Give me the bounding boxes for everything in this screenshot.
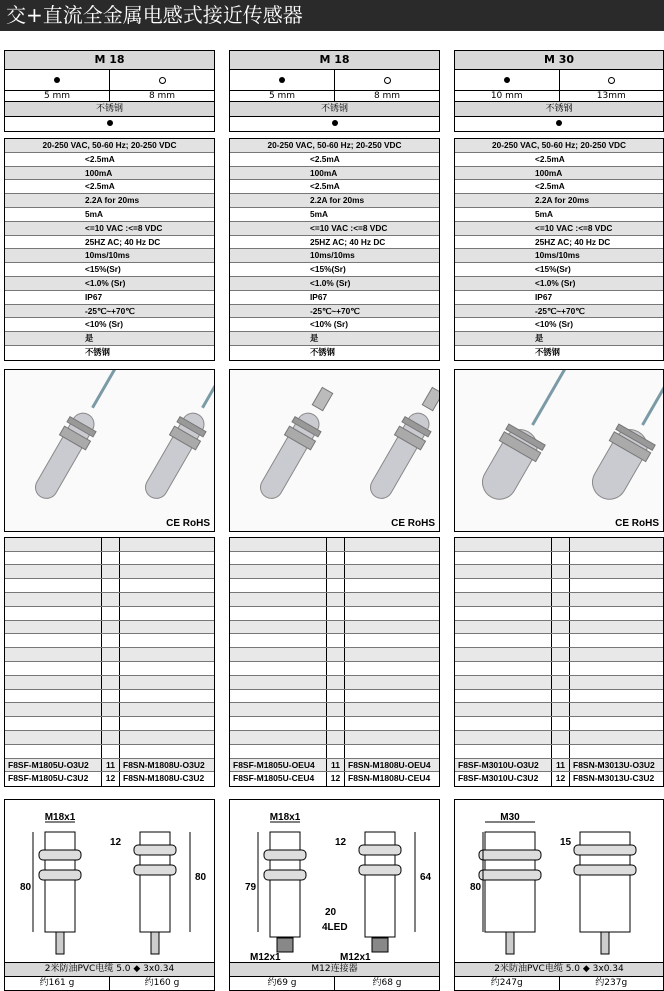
weight-flush: 约69 g <box>230 977 334 990</box>
dim-nose: 12 <box>335 837 347 848</box>
row-index: 11 <box>552 759 570 772</box>
spec-row: 25HZ AC; 40 Hz DC <box>230 236 439 250</box>
spec-row: <=10 VAC :<=8 VDC <box>5 222 214 236</box>
table-row <box>455 634 663 648</box>
spec-row: <15%(Sr) <box>5 263 214 277</box>
spec-row: IP67 <box>5 291 214 305</box>
spec-row: 不锈钢 <box>5 346 214 360</box>
spec-row: 是 <box>455 332 663 346</box>
table-row <box>230 690 439 704</box>
weight-nonflush: 约68 g <box>334 977 439 990</box>
row-index: 11 <box>327 759 345 772</box>
distance-nonflush: 13mm <box>559 91 664 101</box>
table-row <box>5 676 214 690</box>
page-title: 交+直流全金属电感式接近传感器 <box>0 0 664 31</box>
table-row <box>455 690 663 704</box>
spec-row: <10% (Sr) <box>5 318 214 332</box>
spec-table <box>4 138 215 361</box>
table-row <box>455 759 663 773</box>
spec-row: <10% (Sr) <box>230 318 439 332</box>
spec-row: 2.2A for 20ms <box>455 194 663 208</box>
table-row <box>230 565 439 579</box>
spec-row: <1.0% (Sr) <box>455 277 663 291</box>
spec-row: 25HZ AC; 40 Hz DC <box>5 236 214 250</box>
model-flush: F8SF-M3010U-O3U2 <box>455 759 552 772</box>
table-row <box>5 703 214 717</box>
weight-nonflush: 约237g <box>559 977 664 990</box>
spec-row: 2.2A for 20ms <box>5 194 214 208</box>
dim-length-left: 80 <box>470 882 482 893</box>
sensor-photo-image <box>230 370 440 532</box>
dimension-panel <box>454 799 664 963</box>
spec-row: 2.2A for 20ms <box>230 194 439 208</box>
model-table <box>229 537 440 787</box>
table-row <box>230 772 439 786</box>
spec-row: <2.5mA <box>230 153 439 167</box>
distance-nonflush: 8 mm <box>109 91 214 101</box>
dimension-drawing <box>230 800 440 963</box>
spec-row: 20-250 VAC, 50-60 Hz; 20-250 VDC <box>230 139 439 153</box>
table-row <box>455 538 663 552</box>
distance-flush: 5 mm <box>230 91 334 101</box>
dimension-drawing <box>5 800 215 963</box>
model-nonflush: F8SN-M3013U-C3U2 <box>570 772 663 786</box>
dim-length-left: 80 <box>20 882 32 893</box>
dimension-panel <box>229 799 440 963</box>
cable-info: 2米防油PVC电缆 5.0 ◆ 3x0.34 <box>454 963 664 977</box>
spec-table <box>229 138 440 361</box>
table-row <box>5 717 214 731</box>
table-row <box>455 703 663 717</box>
model-header: M 18 <box>4 50 215 70</box>
spec-row: <2.5mA <box>5 180 214 194</box>
table-row <box>5 690 214 704</box>
table-row <box>230 703 439 717</box>
model-nonflush: F8SN-M3013U-O3U2 <box>570 759 663 772</box>
material-dot-icon <box>332 120 338 126</box>
table-row <box>230 717 439 731</box>
spec-row: -25℃~+70℃ <box>230 305 439 319</box>
table-row <box>455 648 663 662</box>
spec-row: <2.5mA <box>455 180 663 194</box>
dim-thread: M18x1 <box>270 812 301 823</box>
spec-row: -25℃~+70℃ <box>5 305 214 319</box>
table-row <box>230 552 439 566</box>
material-dot-icon <box>107 120 113 126</box>
sensor-photo-image <box>5 370 215 532</box>
nonflush-ring-icon <box>159 77 166 84</box>
model-flush: F8SF-M3010U-C3U2 <box>455 772 552 786</box>
spec-row: 20-250 VAC, 50-60 Hz; 20-250 VDC <box>5 139 214 153</box>
table-row <box>230 538 439 552</box>
model-flush: F8SF-M1805U-O3U2 <box>5 759 102 772</box>
dim-length-right: 80 <box>195 872 207 883</box>
spec-row: <2.5mA <box>230 180 439 194</box>
table-row <box>455 565 663 579</box>
table-row <box>5 552 214 566</box>
spec-row: 不锈钢 <box>230 346 439 360</box>
spec-row: 100mA <box>230 167 439 181</box>
cable-info: 2米防油PVC电缆 5.0 ◆ 3x0.34 <box>4 963 215 977</box>
model-table <box>454 537 664 787</box>
spec-row: <15%(Sr) <box>230 263 439 277</box>
table-row <box>5 745 214 759</box>
table-row <box>230 634 439 648</box>
table-row <box>455 772 663 786</box>
spec-row: 10ms/10ms <box>5 249 214 263</box>
flush-dot-icon <box>279 77 285 83</box>
table-row <box>230 579 439 593</box>
material: 不锈钢 <box>4 102 215 117</box>
dim-nose: 15 <box>560 837 572 848</box>
spec-row: <=10 VAC :<=8 VDC <box>230 222 439 236</box>
dim-m12-right: M12x1 <box>340 952 371 963</box>
spec-row: 100mA <box>455 167 663 181</box>
dim-length-left: 79 <box>245 882 257 893</box>
table-row <box>5 662 214 676</box>
table-row <box>5 634 214 648</box>
model-nonflush: F8SN-M1808U-O3U2 <box>120 759 214 772</box>
model-table <box>4 537 215 787</box>
model-nonflush: F8SN-M1808U-OEU4 <box>345 759 439 772</box>
flush-dot-icon <box>54 77 60 83</box>
spec-row: 不锈钢 <box>455 346 663 360</box>
table-row <box>230 607 439 621</box>
material-dot-icon <box>556 120 562 126</box>
flush-dot-icon <box>504 77 510 83</box>
dim-length-right: 64 <box>420 872 432 883</box>
ce-rohs-mark: CE RoHS <box>615 518 659 529</box>
dim-m12-left: M12x1 <box>250 952 281 963</box>
weight-nonflush: 约160 g <box>109 977 214 990</box>
dim-nose: 12 <box>110 837 122 848</box>
row-index: 12 <box>102 772 120 786</box>
spec-row: <1.0% (Sr) <box>5 277 214 291</box>
dim-thread: M30 <box>500 812 520 823</box>
table-row <box>455 745 663 759</box>
spec-row: <2.5mA <box>455 153 663 167</box>
dim-led: 4LED <box>322 922 348 933</box>
spec-row: <15%(Sr) <box>455 263 663 277</box>
dimension-panel <box>4 799 215 963</box>
table-row <box>5 621 214 635</box>
table-row <box>455 579 663 593</box>
table-row <box>5 593 214 607</box>
nonflush-ring-icon <box>608 77 615 84</box>
spec-row: <1.0% (Sr) <box>230 277 439 291</box>
table-row <box>455 662 663 676</box>
distance-flush: 5 mm <box>5 91 109 101</box>
distance-flush: 10 mm <box>455 91 559 101</box>
model-nonflush: F8SN-M1808U-C3U2 <box>120 772 214 786</box>
table-row <box>230 759 439 773</box>
spec-row: 5mA <box>5 208 214 222</box>
model-header: M 30 <box>454 50 664 70</box>
model-nonflush: F8SN-M1808U-CEU4 <box>345 772 439 786</box>
spec-row: <10% (Sr) <box>455 318 663 332</box>
material: 不锈钢 <box>229 102 440 117</box>
row-index: 11 <box>102 759 120 772</box>
spec-row: 5mA <box>455 208 663 222</box>
weight-flush: 约247g <box>455 977 559 990</box>
table-row <box>230 648 439 662</box>
row-index: 12 <box>552 772 570 786</box>
table-row <box>455 717 663 731</box>
ce-rohs-mark: CE RoHS <box>166 518 210 529</box>
column-m30-cable <box>454 50 664 991</box>
table-row <box>455 552 663 566</box>
sensor-photo <box>229 369 440 532</box>
table-row <box>5 607 214 621</box>
table-row <box>230 593 439 607</box>
column-m18-cable <box>4 50 215 991</box>
table-row <box>5 565 214 579</box>
distance-nonflush: 8 mm <box>334 91 439 101</box>
table-row <box>5 648 214 662</box>
sensor-photo-image <box>455 370 664 532</box>
spec-row: <2.5mA <box>5 153 214 167</box>
table-row <box>455 676 663 690</box>
spec-row: 20-250 VAC, 50-60 Hz; 20-250 VDC <box>455 139 663 153</box>
table-row <box>455 621 663 635</box>
table-row <box>5 759 214 773</box>
sensor-photo <box>4 369 215 532</box>
table-row <box>230 745 439 759</box>
table-row <box>5 538 214 552</box>
table-row <box>230 676 439 690</box>
model-flush: F8SF-M1805U-OEU4 <box>230 759 327 772</box>
table-row <box>455 731 663 745</box>
table-row <box>455 607 663 621</box>
spec-row: 5mA <box>230 208 439 222</box>
table-row <box>230 662 439 676</box>
dim-e: 20 <box>325 907 337 918</box>
dimension-drawing <box>455 800 664 963</box>
column-m18-connector <box>229 50 440 991</box>
model-flush: F8SF-M1805U-CEU4 <box>230 772 327 786</box>
table-row <box>455 593 663 607</box>
spec-row: 是 <box>230 332 439 346</box>
ce-rohs-mark: CE RoHS <box>391 518 435 529</box>
spec-row: <=10 VAC :<=8 VDC <box>455 222 663 236</box>
model-flush: F8SF-M1805U-C3U2 <box>5 772 102 786</box>
sensor-photo <box>454 369 664 532</box>
material: 不锈钢 <box>454 102 664 117</box>
model-header: M 18 <box>229 50 440 70</box>
spec-row: 100mA <box>5 167 214 181</box>
table-row <box>230 621 439 635</box>
spec-row: IP67 <box>455 291 663 305</box>
spec-row: IP67 <box>230 291 439 305</box>
spec-row: 10ms/10ms <box>230 249 439 263</box>
weight-flush: 约161 g <box>5 977 109 990</box>
cable-info: M12连接器 <box>229 963 440 977</box>
table-row <box>5 772 214 786</box>
spec-row: 是 <box>5 332 214 346</box>
table-row <box>5 579 214 593</box>
nonflush-ring-icon <box>384 77 391 84</box>
spec-row: -25℃~+70℃ <box>455 305 663 319</box>
spec-table <box>454 138 664 361</box>
spec-row: 10ms/10ms <box>455 249 663 263</box>
row-index: 12 <box>327 772 345 786</box>
spec-row: 25HZ AC; 40 Hz DC <box>455 236 663 250</box>
dim-thread: M18x1 <box>45 812 76 823</box>
table-row <box>5 731 214 745</box>
table-row <box>230 731 439 745</box>
